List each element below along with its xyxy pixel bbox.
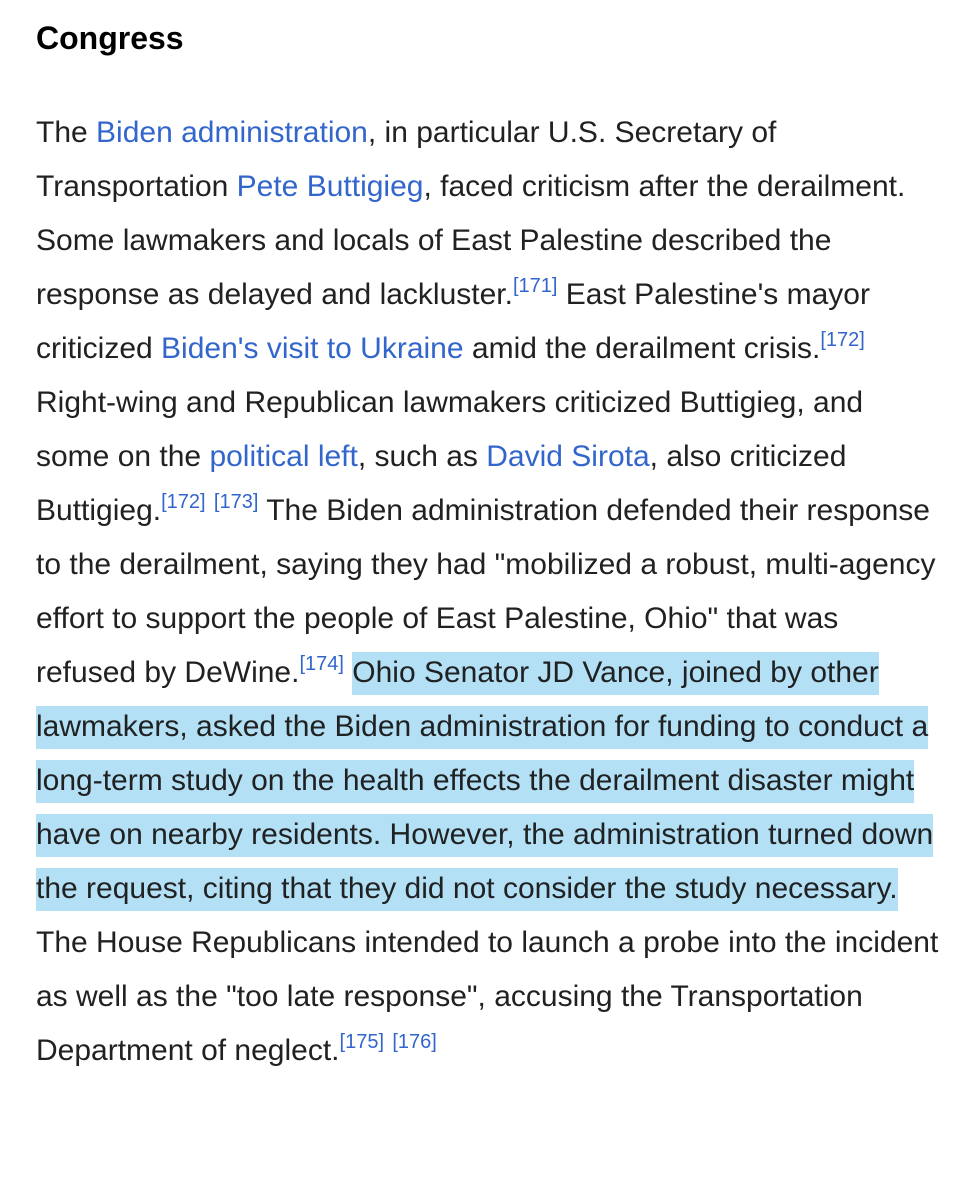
citation-175 [340,1031,384,1053]
citation-link-175[interactable]: [175] [339,1031,384,1053]
link-bidens-visit-to-ukraine[interactable]: Biden's visit to Ukraine [161,332,464,365]
citation-link-172-second[interactable]: [172] [161,491,206,513]
article-section [36,18,941,1078]
link-pete-buttigieg[interactable]: Pete Buttigieg [236,170,424,203]
text-run: East Palestine's mayor criticized [36,278,870,365]
section-paragraph [36,106,941,1078]
citation-176 [392,1031,436,1053]
text-run: Right-wing and Republican lawmakers criticized Buttigieg, and some on the [36,386,864,473]
citation-link-174[interactable]: [174] [299,653,344,675]
link-david-sirota[interactable]: David Sirota [486,440,650,473]
link-biden-administration[interactable]: Biden administration [96,116,368,149]
text-run: amid the derailment crisis. [463,332,821,365]
citation-172 [820,329,864,351]
citation-172-second [161,491,205,513]
citation-link-176[interactable]: [176] [392,1031,437,1053]
citation-link-172[interactable]: [172] [820,329,865,351]
citation-171 [513,275,557,297]
text-run: , faced criticism after the derailment. Some lawmakers and locals of East Palestine described the response as delayed and lackluster. [36,170,906,311]
text-run: , in particular U.S. Secretary of Transportation [36,116,777,203]
text-run: The House Republicans intended to launch a probe into the incident as well as the "too late response", accusing the Transportation Department of neglect. [36,926,939,1067]
text-run: , also criticized Buttigieg. [36,440,847,527]
selected-text-highlight[interactable]: Ohio Senator JD Vance, joined by other lawmakers, asked the Biden administration for funding to conduct a long-term study on the health effects the derailment disaster might have on nearby residents. However, the administration turned down the request, citing that they did not consider the study necessary. [36,652,933,911]
text-run: The [36,116,97,149]
citation-link-173[interactable]: [173] [213,491,259,513]
text-run: The Biden administration defended their response to the derailment, saying they had "mobilized a robust, multi-agency effort to support the people of East Palestine, Ohio" that was refused by DeWine. [36,494,936,689]
citation-173 [214,491,258,513]
section-heading: Congress [36,20,184,56]
link-political-left[interactable]: political left [209,440,358,473]
text-run: , such as [357,440,487,473]
citation-174 [299,653,343,675]
citation-link-171[interactable]: [171] [512,275,558,297]
